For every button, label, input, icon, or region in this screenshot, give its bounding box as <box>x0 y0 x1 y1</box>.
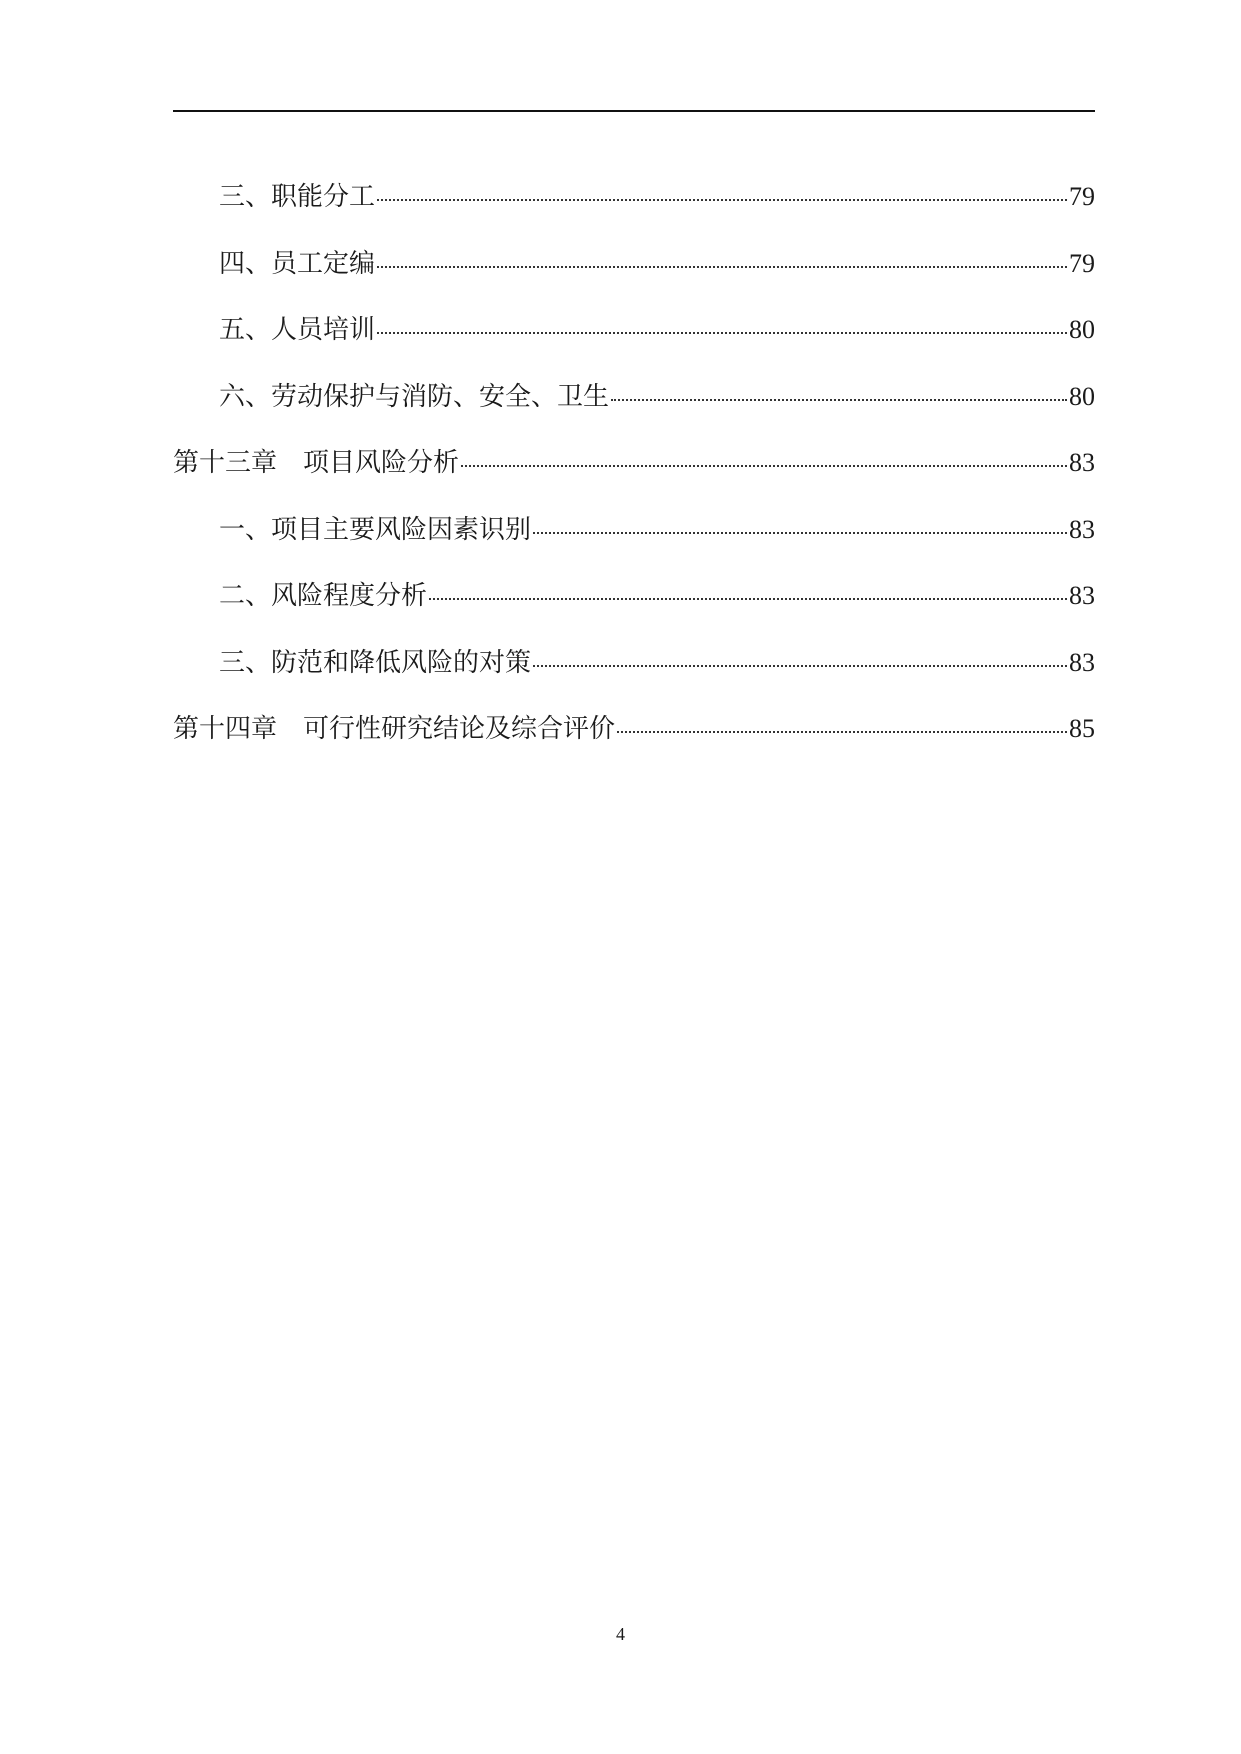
toc-entry-page: 79 <box>1069 182 1095 211</box>
toc-dot-leader <box>617 731 1067 733</box>
toc-dot-leader <box>533 665 1067 667</box>
toc-entry-page: 83 <box>1069 448 1095 477</box>
toc-dot-leader <box>377 199 1067 201</box>
toc-dot-leader <box>429 598 1067 600</box>
toc-entry[interactable] <box>173 563 1095 630</box>
toc-entry[interactable] <box>173 231 1095 298</box>
toc-entry-page: 80 <box>1069 381 1095 411</box>
toc-entry-title: 六、劳动保护与消防、安全、卫生 <box>219 381 610 412</box>
toc-entry-title: 三、职能分工 <box>219 182 376 212</box>
toc-dot-leader <box>377 332 1067 334</box>
toc-entry-title: 第十四章 可行性研究结论及综合评价 <box>173 714 616 744</box>
toc-entry-title: 四、员工定编 <box>219 248 376 279</box>
toc-entry[interactable] <box>173 297 1095 364</box>
toc-entry-page: 83 <box>1069 647 1095 677</box>
toc-dot-leader <box>461 465 1067 467</box>
toc-entry[interactable] <box>173 164 1095 231</box>
toc-chapter-entry[interactable] <box>173 430 1095 497</box>
toc-chapter-entry[interactable] <box>173 696 1095 763</box>
toc-dot-leader <box>377 266 1067 268</box>
toc-dot-leader <box>611 399 1067 401</box>
toc-entry-page: 83 <box>1069 581 1095 610</box>
toc-entry-page: 79 <box>1069 248 1095 278</box>
toc-entry-title: 一、项目主要风险因素识别 <box>219 514 532 545</box>
header-rule <box>173 110 1095 112</box>
page-number: 4 <box>616 1624 625 1644</box>
toc-entry-title: 第十三章 项目风险分析 <box>173 448 460 478</box>
toc-entry-page: 80 <box>1069 315 1095 344</box>
toc-entry-title: 二、风险程度分析 <box>219 581 428 611</box>
toc-entry[interactable] <box>173 630 1095 697</box>
toc-entry-page: 85 <box>1069 714 1095 743</box>
table-of-contents <box>173 164 1095 763</box>
toc-entry[interactable] <box>173 364 1095 431</box>
toc-entry-title: 三、防范和降低风险的对策 <box>219 647 532 678</box>
toc-entry-page: 83 <box>1069 514 1095 544</box>
toc-entry[interactable] <box>173 497 1095 564</box>
toc-dot-leader <box>533 532 1067 534</box>
toc-entry-title: 五、人员培训 <box>219 315 376 345</box>
